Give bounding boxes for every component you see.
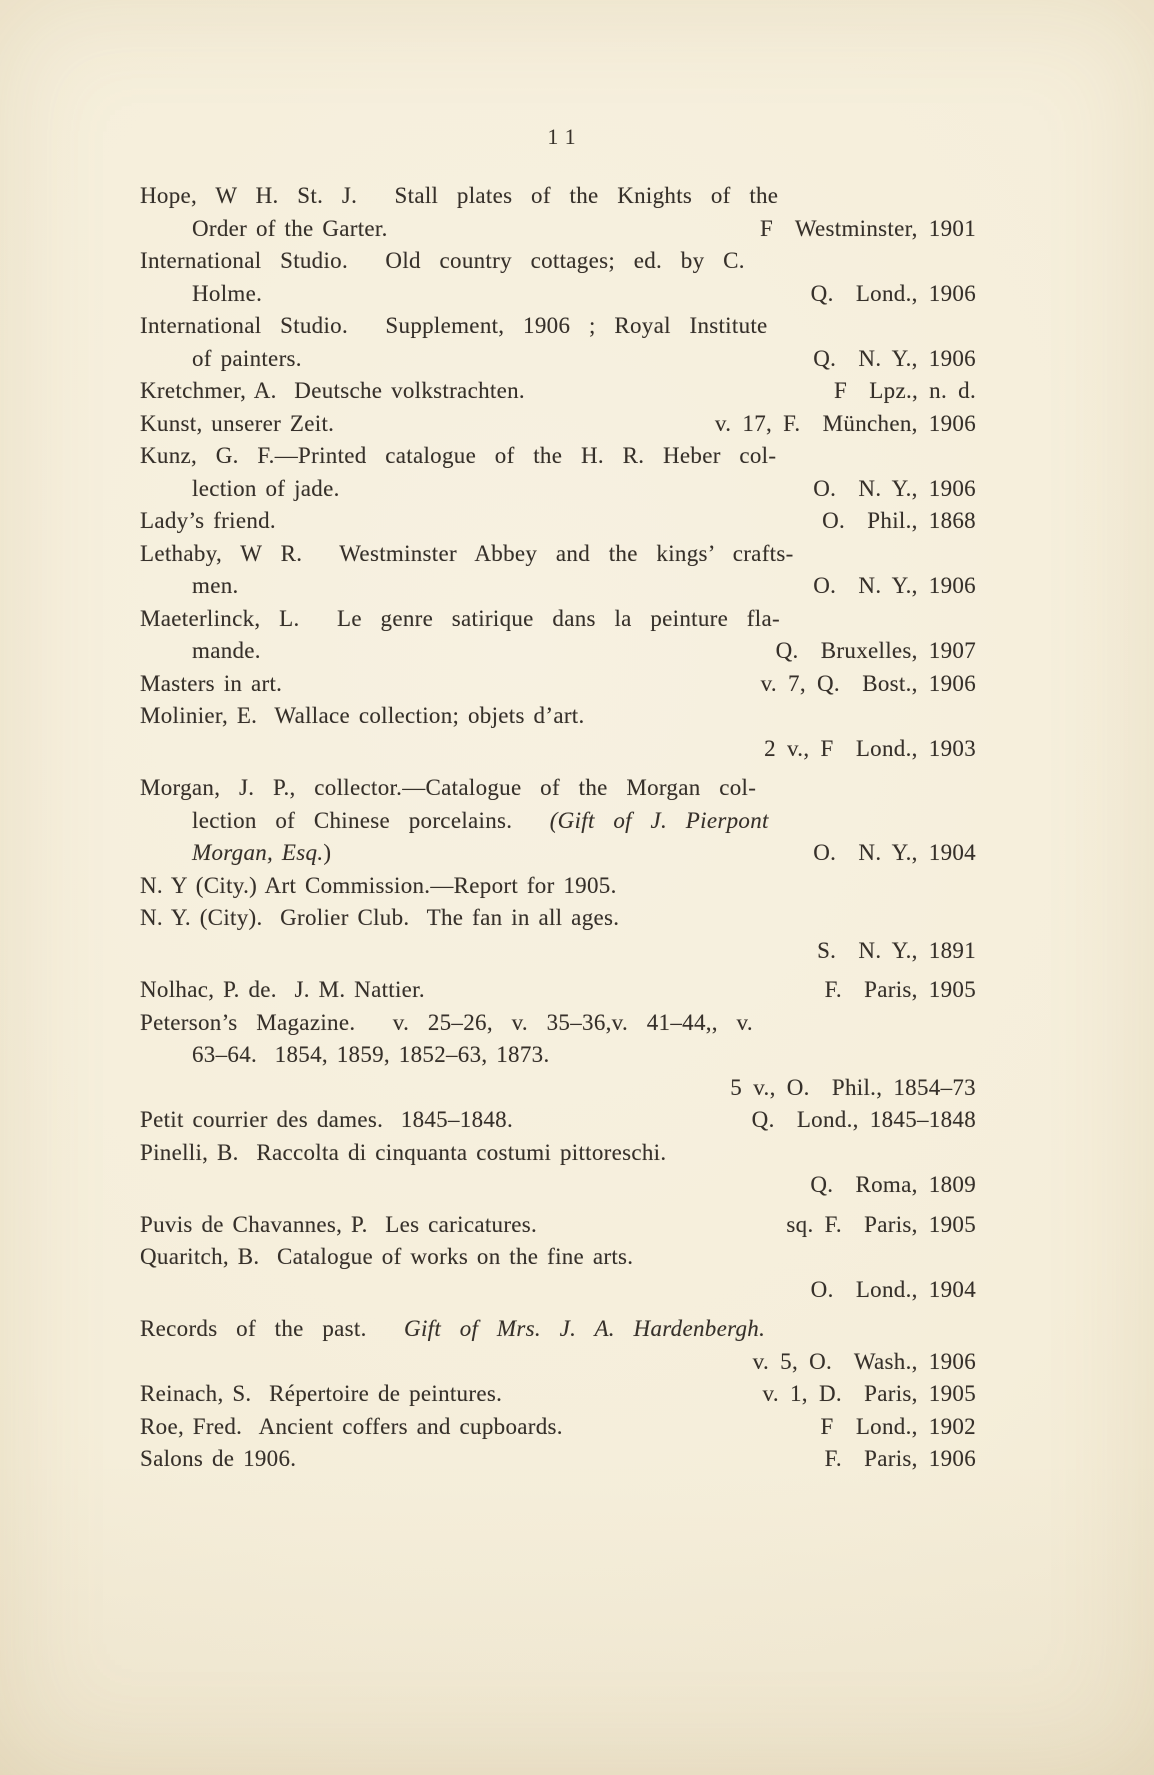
entry-line [140, 1104, 976, 1137]
entry-text-italic: (Gift of J. Pierpont [549, 807, 769, 833]
entry-text-segment: of painters. [192, 345, 302, 371]
entry-line [140, 570, 976, 603]
entry-text-segment: N. Y. (City). Grolier Club. The fan in all ages. [140, 905, 620, 930]
entry-text-segment: 63–64. 1854, 1859, 1852–63, 1873. [192, 1042, 550, 1067]
entry-text [192, 837, 331, 870]
entry-text [140, 772, 756, 805]
entry-line [140, 635, 976, 668]
entry-text [140, 1209, 537, 1242]
entry-text-segment: men. [192, 573, 239, 598]
entry-line [140, 538, 976, 571]
entry-text-segment: Hope, W H. St. J. Stall plates of the Knights of the [140, 183, 779, 208]
entry-line [140, 805, 976, 838]
entry-line [140, 180, 976, 213]
entry-line [140, 902, 976, 935]
entry-line [140, 1274, 976, 1307]
ref-text: F. Paris, 1905 [824, 977, 976, 1002]
ref-text: O. Lond., 1904 [810, 1276, 976, 1302]
bibliography-entries [140, 180, 976, 1476]
entry-text [140, 668, 282, 701]
entry-line [140, 870, 976, 903]
ref-text: O. N. Y., 1906 [813, 573, 976, 598]
entry-text-segment: mande. [192, 638, 261, 663]
entry-text [192, 473, 340, 506]
ref-text: Q. N. Y., 1906 [813, 345, 976, 371]
entry-text [140, 1443, 296, 1476]
entry-text-segment: Morgan, J. P., collector.—Catalogue of the Morgan col- [140, 775, 757, 800]
entry-line [140, 1313, 976, 1346]
entry-text-segment: Nolhac, P. de. J. M. Nattier. [140, 977, 425, 1002]
entry-text [192, 570, 239, 603]
entry-line [140, 343, 976, 376]
entry-text [140, 974, 425, 1007]
entry-text-segment: International Studio. Supplement, 1906 ; Royal Institute [140, 313, 768, 338]
entry-line [140, 1346, 976, 1379]
entry-text-segment: Lethaby, W R. Westminster Abbey and the kings’ crafts- [140, 540, 794, 566]
ref-text: v. 5, O. Wash., 1906 [752, 1348, 976, 1374]
entry-text [140, 1104, 513, 1137]
entry-text [140, 902, 619, 935]
entry-line [140, 772, 976, 805]
entry-text-segment: N. Y (City.) Art Commission.—Report for 1905. [140, 872, 617, 898]
entry-text [140, 375, 525, 408]
entry-text [140, 245, 745, 278]
entry-text-segment: Masters in art. [140, 670, 283, 696]
ref-text: O. Phil., 1868 [822, 508, 976, 533]
entry-text-segment: Order of the Garter. [192, 215, 388, 241]
ref-text: Q. Lond., 1906 [810, 280, 976, 306]
entry-text [192, 635, 261, 668]
entry-line [140, 278, 976, 311]
entry-text [140, 1378, 502, 1411]
entry-text-segment: Maeterlinck, L. Le genre satirique dans la peinture fla- [140, 605, 780, 631]
entry-text-segment: lection of jade. [192, 475, 340, 501]
entry-text [140, 408, 334, 441]
entry-line [140, 375, 976, 408]
entry-text [192, 805, 769, 838]
entry-line [140, 1007, 976, 1040]
entry-text-segment: International Studio. Old country cottages; ed. by C. [140, 248, 745, 273]
entry-text [140, 180, 778, 213]
ref-text: F. Paris, 1906 [824, 1446, 976, 1471]
ref-text: Q. Roma, 1809 [810, 1172, 976, 1197]
entry-text-segment: Kunz, G. F.—Printed catalogue of the H. R. Heber col- [140, 443, 777, 468]
ref-text: F Lpz., n. d. [834, 378, 976, 403]
entry-line [140, 1411, 976, 1444]
entry-line [140, 733, 976, 766]
entry-text [140, 1313, 765, 1346]
entry-text [140, 505, 276, 538]
entry-text [140, 700, 585, 733]
page-number: 11 [547, 124, 583, 149]
ref-text: v. 1, D. Paris, 1905 [762, 1381, 976, 1406]
entry-text-segment: Reinach, S. Répertoire de peintures. [140, 1381, 503, 1406]
ref-text: S. N. Y., 1891 [817, 937, 976, 963]
ref-text: v. 17, F. München, 1906 [714, 410, 976, 436]
ref-text: Q. Lond., 1845–1848 [751, 1107, 976, 1132]
ref-text: F Lond., 1902 [820, 1413, 976, 1439]
entry-line [140, 1137, 976, 1170]
entry-line [140, 505, 976, 538]
ref-text: 5 v., O. Phil., 1854–73 [730, 1074, 976, 1100]
entry-text-segment: Kretchmer, A. Deutsche volkstrachten. [140, 378, 525, 403]
entry-line [140, 245, 976, 278]
entry-text [140, 538, 794, 571]
entry-line [140, 473, 976, 506]
entry-text-italic: Gift of Mrs. J. A. Hardenbergh. [404, 1316, 766, 1341]
entry-line [140, 668, 976, 701]
ref-text: v. 7, Q. Bost., 1906 [760, 670, 976, 696]
entry-text-segment: Quaritch, B. Catalogue of works on the fine arts. [140, 1244, 634, 1269]
entry-line [140, 974, 976, 1007]
entry-text [140, 440, 776, 473]
entry-text-segment: Lady’s friend. [140, 508, 276, 533]
entry-text [140, 1241, 633, 1274]
ref-text: 2 v., F Lond., 1903 [764, 735, 976, 761]
entry-text-segment: Puvis de Chavannes, P. Les caricatures. [140, 1211, 538, 1237]
entry-line [140, 700, 976, 733]
ref-text: Q. Bruxelles, 1907 [775, 638, 976, 663]
entry-text-segment: Molinier, E. Wallace collection; objets d’art. [140, 703, 585, 728]
entry-line [140, 1241, 976, 1274]
entry-line [140, 440, 976, 473]
ref-text: O. N. Y., 1904 [813, 840, 976, 865]
ref-text: sq. F. Paris, 1905 [786, 1211, 976, 1237]
entry-text [140, 1007, 753, 1040]
entry-text [192, 343, 302, 376]
ref-text: F Westminster, 1901 [759, 215, 976, 241]
entry-text-segment: Kunst, unserer Zeit. [140, 410, 335, 436]
entry-line [140, 1378, 976, 1411]
entry-text [192, 1039, 550, 1072]
entry-line [140, 1443, 976, 1476]
entry-text-italic: Morgan, Esq. [192, 840, 324, 865]
entry-line [140, 603, 976, 636]
entry-text-segment: Records of the past. [140, 1316, 405, 1341]
entry-line [140, 213, 976, 246]
entry-text-segment: lection of Chinese porcelains. [192, 807, 550, 833]
entry-text [192, 278, 262, 311]
entry-text-segment: Peterson’s Magazine. v. 25–26, v. 35–36,v. 41–44,, v. [140, 1009, 753, 1035]
entry-text-segment: Holme. [192, 280, 263, 306]
entry-line [140, 1209, 976, 1242]
entry-text [140, 1411, 563, 1444]
entry-line [140, 935, 976, 968]
entry-text [140, 870, 617, 903]
entry-text-segment: ) [323, 840, 332, 865]
entry-text-segment: Roe, Fred. Ancient coffers and cupboards. [140, 1413, 563, 1439]
entry-text [140, 603, 780, 636]
entry-text-segment: Petit courrier des dames. 1845–1848. [140, 1107, 514, 1132]
entry-text-segment: Pinelli, B. Raccolta di cinquanta costumi pittoreschi. [140, 1139, 667, 1165]
entry-line [140, 837, 976, 870]
entry-text-segment: Salons de 1906. [140, 1446, 297, 1471]
entry-line [140, 1039, 976, 1072]
entry-text [192, 213, 388, 246]
entry-line [140, 1072, 976, 1105]
entry-line [140, 408, 976, 441]
entry-line [140, 310, 976, 343]
ref-text: O. N. Y., 1906 [813, 475, 976, 501]
entry-text [140, 1137, 666, 1170]
entry-line [140, 1169, 976, 1202]
entry-text [140, 310, 768, 343]
